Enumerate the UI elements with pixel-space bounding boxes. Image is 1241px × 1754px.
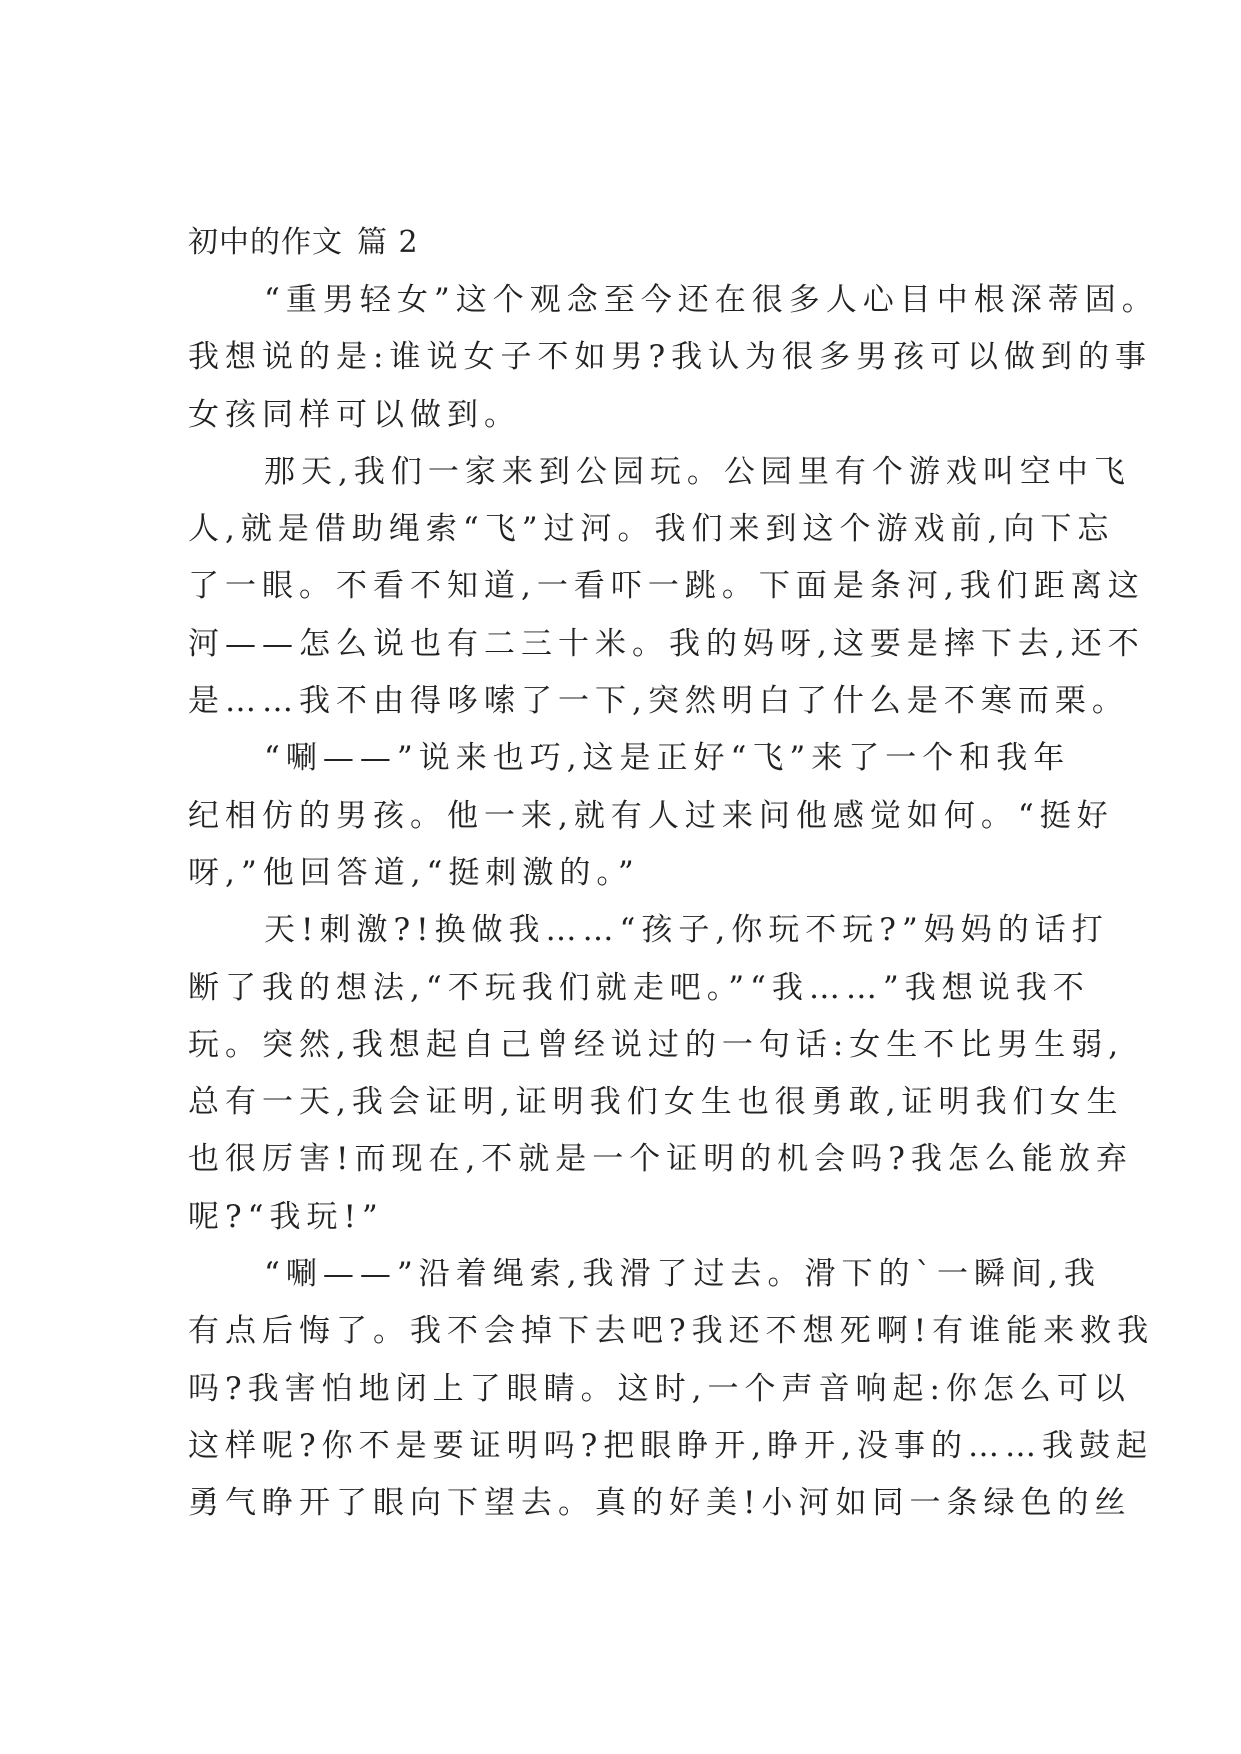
text-line: 人,就是借助绳索“飞”过河。我们来到这个游戏前,向下忘 — [188, 511, 1115, 548]
text-line: 那天,我们一家来到公园玩。公园里有个游戏叫空中飞 — [264, 453, 1131, 490]
text-line: 吗?我害怕地闭上了眼睛。这时,一个声音响起:你怎么可以 — [188, 1370, 1131, 1407]
text-line: 断了我的想法,“不玩我们就走吧。”“我……”我想说我不 — [188, 969, 1090, 1006]
essay-heading — [188, 223, 419, 263]
text-line: 天!刺激?!换做我……“孩子,你玩不玩?”妈妈的话打 — [264, 912, 1109, 949]
text-line: 呀,”他回答道,“挺刺激的。” — [188, 854, 640, 891]
text-line: 有点后悔了。我不会掉下去吧?我还不想死啊!有谁能来救我 — [188, 1313, 1155, 1350]
text-line: 了一眼。不看不知道,一看吓一跳。下面是条河,我们距离这 — [188, 568, 1145, 605]
text-line: “重男轻女”这个观念至今还在很多人心目中根深蒂固。 — [264, 282, 1159, 318]
text-line: 纪相仿的男孩。他一来,就有人过来问他感觉如何。“挺好 — [188, 797, 1114, 834]
text-line: “唰——”沿着绳索,我滑了过去。滑下的`一瞬间,我 — [264, 1256, 1101, 1293]
text-line: 河——怎么说也有二三十米。我的妈呀,这要是摔下去,还不 — [188, 625, 1145, 662]
text-line: 我想说的是:谁说女子不如男?我认为很多男孩可以做到的事 — [188, 339, 1153, 376]
text-line: 是……我不由得哆嗦了一下,突然明白了什么是不寒而栗。 — [188, 683, 1129, 720]
essay-body — [188, 280, 1159, 1541]
essay-section-label: 篇 2 — [357, 225, 419, 260]
text-line: 女孩同样可以做到。 — [188, 396, 521, 433]
text-line: 这样呢?你不是要证明吗?把眼睁开,睁开,没事的……我鼓起 — [188, 1427, 1153, 1464]
text-line: 玩。突然,我想起自己曾经说过的一句话:女生不比男生弱, — [188, 1026, 1125, 1063]
text-line: 总有一天,我会证明,证明我们女生也很勇敢,证明我们女生 — [188, 1084, 1124, 1121]
text-line: “唰——”说来也巧,这是正好“飞”来了一个和我年 — [264, 740, 1071, 777]
text-line: 勇气睁开了眼向下望去。真的好美!小河如同一条绿色的丝 — [188, 1485, 1132, 1522]
text-line: 也很厉害!而现在,不就是一个证明的机会吗?我怎么能放弃 — [188, 1141, 1133, 1178]
essay-title: 初中的作文 — [188, 225, 343, 260]
text-line: 呢?“我玩!” — [188, 1198, 384, 1235]
